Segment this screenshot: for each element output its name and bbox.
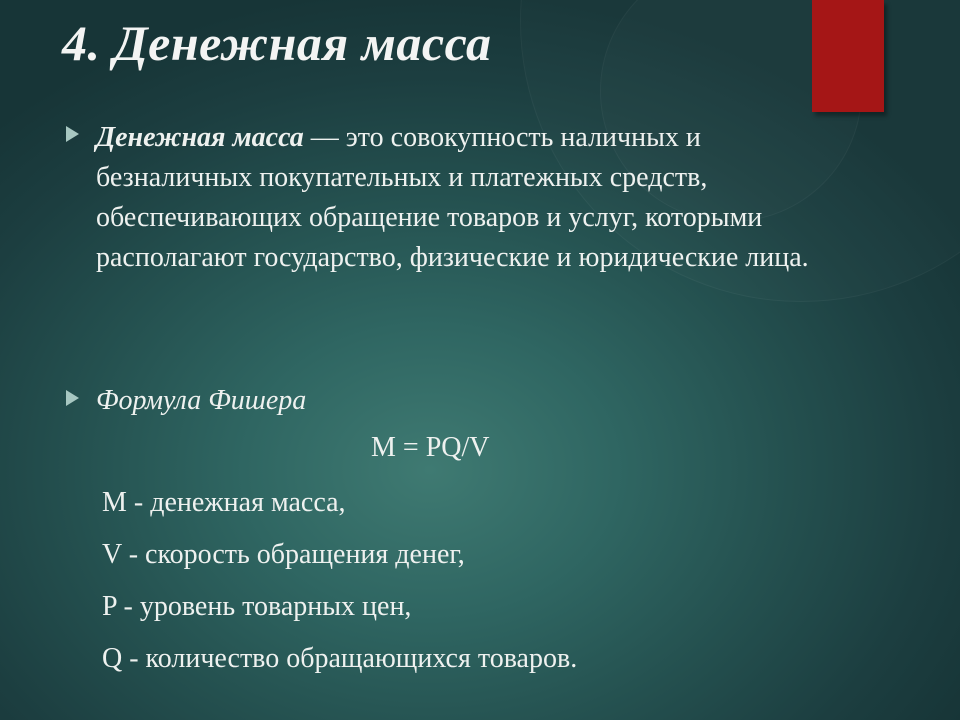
formula-equation: M = PQ/V (371, 432, 490, 463)
definition-paragraph (96, 118, 856, 278)
formula-heading: Формула Фишера (96, 385, 307, 416)
definition-term: Денежная масса (96, 122, 304, 153)
formula-legend-item: Q - количество обращающихся товаров. (102, 643, 578, 674)
triangle-bullet-icon (66, 390, 79, 406)
slide-title: 4. Денежная масса (62, 15, 492, 71)
formula-legend-item: M - денежная масса, (102, 487, 346, 518)
formula-legend-item: P - уровень товарных цен, (102, 591, 412, 622)
triangle-bullet-icon (66, 126, 79, 142)
formula-legend-item: V - скорость обращения денег, (102, 539, 465, 570)
definition-text: — это совокупность наличных и безналичных покупательных и платежных средств, обеспечивающих обращение товаров и услуг, которыми располагают государство, физические и юридические лица. (96, 122, 809, 273)
red-accent-bar (812, 0, 884, 112)
